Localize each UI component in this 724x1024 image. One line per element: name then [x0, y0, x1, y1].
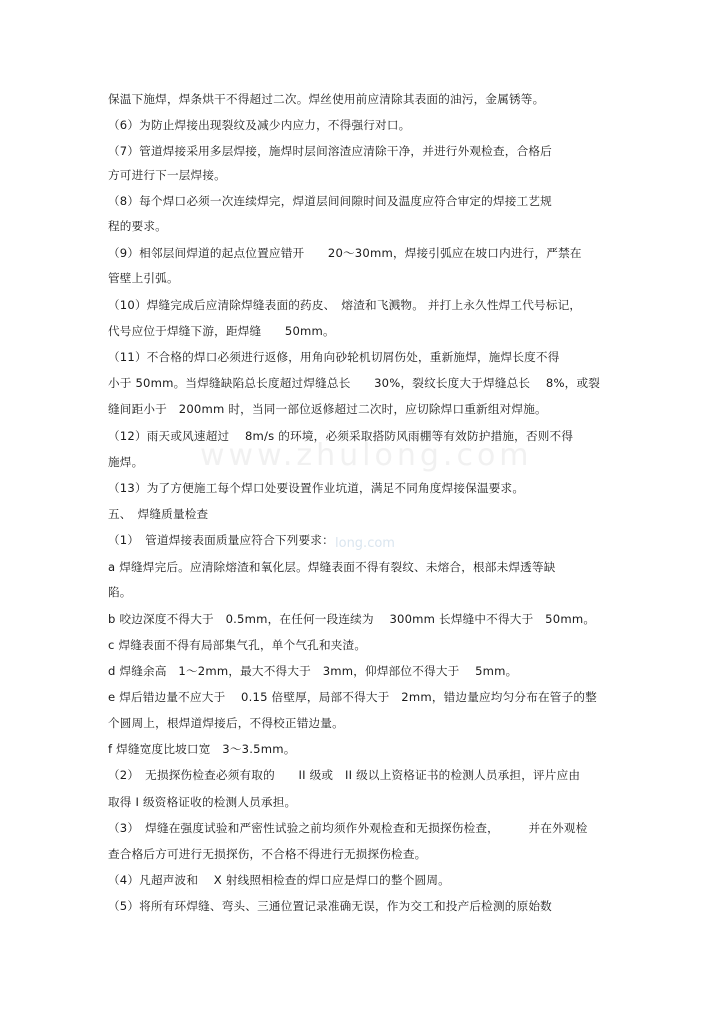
- text-line: （13）为了方便施工每个焊口处要设置作业坑道，满足不同角度焊接保温要求。: [108, 481, 525, 495]
- text-line: （10）焊缝完成后应清除焊缝表面的药皮、 熔渣和飞溅物。 并打上永久性焊工代号标记，: [108, 298, 582, 312]
- text-line: c 焊缝表面不得有局部集气孔，单个气孔和夹渣。: [108, 638, 367, 652]
- text-line: 取得 I 级资格证收的检测人员承担。: [108, 795, 297, 809]
- text-line: 查合格后方可进行无损探伤，不合格不得进行无损探伤检查。: [108, 847, 427, 861]
- text-line: 陷。: [108, 585, 132, 599]
- text-line: 小于 50mm。当焊缝缺陷总长度超过焊缝总长 30%，裂纹长度大于焊缝总长 8%，或裂: [108, 376, 601, 390]
- text-line: （8）每个焊口必须一次连续焊完，焊道层间间隙时间及温度应符合审定的焊接工艺规: [108, 194, 552, 208]
- text-line: b 咬边深度不得大于 0.5mm，在任何一段连续为 300mm 长焊缝中不得大于 50mm。: [108, 612, 596, 626]
- text-line: （3） 焊缝在强度试验和严密性试验之前均须作外观检查和无损探伤检查， 并在外观检: [108, 821, 588, 835]
- text-line: （6）为防止焊接出现裂纹及减少内应力，不得强行对口。: [108, 118, 411, 132]
- text-line: （9）相邻层间焊道的起点位置应错开 20～30mm，焊接引弧应在坡口内进行，严禁在: [108, 246, 582, 260]
- text-line: （12）雨天或风速超过 8m/s 的环境，必须采取搭防风雨棚等有效防护措施，否则不得: [108, 429, 574, 443]
- text-line: d 焊缝余高 1～2mm，最大不得大于 3mm，仰焊部位不得大于 5mm。: [108, 664, 518, 678]
- text-line: 程的要求。: [108, 219, 167, 233]
- text-line: 缝间距小于 200mm 时，当同一部位返修超过二次时，应切除焊口重新组对焊施。: [108, 402, 547, 416]
- watermark-small: long.com: [335, 536, 395, 551]
- watermark: www.zhulong.com: [200, 438, 533, 473]
- text-line: 保温下施焊，焊条烘干不得超过二次。焊丝使用前应清除其表面的油污，金属锈等。: [108, 92, 545, 106]
- text-line: e 焊后错边量不应大于 0.15 倍壁厚，局部不得大于 2mm，错边量应均匀分布在管子的整: [108, 690, 597, 704]
- section-heading: 五、 焊缝质量检查: [108, 507, 209, 521]
- text-line: 管壁上引弧。: [108, 271, 179, 285]
- text-line: 施焊。: [108, 455, 144, 469]
- text-line: a 焊缝焊完后。应清除熔渣和氧化层。焊缝表面不得有裂纹、未熔合，根部未焊透等缺: [108, 560, 556, 574]
- text-line: （2） 无损探伤检查必须有取的 II 级或 II 级以上资格证书的检测人员承担，评片应由: [108, 768, 581, 782]
- text-line: （5）将所有环焊缝、弯头、三通位置记录准确无误，作为交工和投产后检测的原始数: [108, 899, 552, 913]
- text-line: f 焊缝宽度比坡口宽 3～3.5mm。: [108, 742, 296, 756]
- text-line: 方可进行下一层焊接。: [108, 168, 226, 182]
- text-line: （1） 管道焊接表面质量应符合下列要求：: [108, 533, 334, 547]
- text-line: （11）不合格的焊口必须进行返修，用角向砂轮机切屑伤处，重新施焊，施焊长度不得: [108, 350, 560, 364]
- text-line: 个圆周上，根焊道焊接后，不得校正错边量。: [108, 716, 344, 730]
- text-line: （7）管道焊接采用多层焊接，施焊时层间溶渣应清除干净，并进行外观检查，合格后: [108, 144, 552, 158]
- text-line: （4）凡超声波和 X 射线照相检查的焊口应是焊口的整个圆周。: [108, 873, 450, 887]
- text-line: 代号应位于焊缝下游，距焊缝 50mm。: [108, 324, 335, 338]
